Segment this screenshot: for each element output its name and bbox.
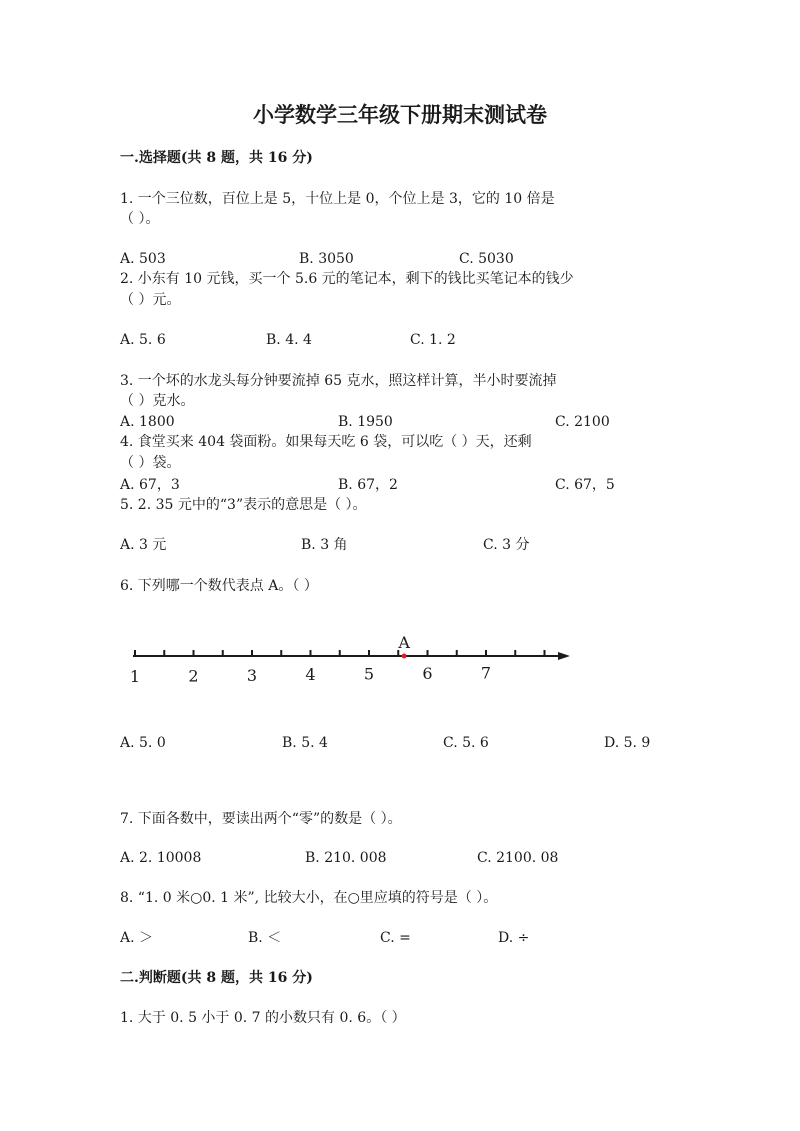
option-c: C. 5030 — [459, 251, 514, 267]
question-text: （ ）袋。 — [120, 455, 181, 471]
option-c: C. 2100 — [555, 414, 610, 430]
option-c: C. = — [380, 930, 411, 946]
question-text: 5. 2. 35 元中的“3”表示的意思是（ ）。 — [120, 497, 367, 513]
option-a: A. 2. 10008 — [120, 850, 202, 866]
option-d: D. 5. 9 — [604, 735, 651, 751]
option-b: B. 3 角 — [301, 537, 348, 553]
number-line-label: 7 — [480, 663, 492, 683]
option-c: C. 3 分 — [483, 537, 530, 553]
section-heading: 一.选择题(共 8 题，共 16 分) — [120, 150, 313, 166]
number-line — [125, 628, 585, 698]
question-text: （ ）元。 — [120, 292, 181, 308]
question-text: 4. 食堂买来 404 袋面粉。如果每天吃 6 袋，可以吃（ ）天，还剩 — [120, 434, 532, 450]
page-title: 小学数学三年级下册期末测试卷 — [253, 102, 547, 127]
option-b: B. 3050 — [299, 251, 354, 267]
option-b: B. 67，2 — [338, 477, 398, 493]
option-a: A. 1800 — [120, 414, 175, 430]
question-text: 1. 大于 0. 5 小于 0. 7 的小数只有 0. 6。（ ） — [120, 1010, 406, 1026]
question-text: 6. 下列哪一个数代表点 A。（ ） — [120, 578, 318, 594]
option-a: A. 3 元 — [120, 537, 167, 553]
question-text: 2. 小东有 10 元钱，买一个 5.6 元的笔记本，剩下的钱比买笔记本的钱少 — [120, 271, 574, 287]
option-c: C. 1. 2 — [410, 332, 456, 348]
option-b: B. ＜ — [248, 930, 282, 946]
option-b: B. 5. 4 — [282, 735, 328, 751]
option-c: C. 5. 6 — [443, 735, 489, 751]
option-a: A. 67，3 — [120, 477, 180, 493]
point-a-label: A — [398, 633, 410, 652]
option-b: B. 4. 4 — [266, 332, 312, 348]
number-line-label: 2 — [188, 666, 199, 686]
question-text: （ ）克水。 — [120, 393, 195, 409]
option-b: B. 210. 008 — [305, 850, 387, 866]
number-line-label: 4 — [305, 665, 316, 685]
number-line-label: 3 — [246, 665, 258, 685]
question-text: 7. 下面各数中，要读出两个“零”的数是（ ）。 — [120, 811, 402, 827]
number-line-label: 1 — [129, 667, 141, 686]
option-d: D. ÷ — [498, 930, 530, 946]
arrow-head-icon — [558, 652, 570, 660]
question-text: 1. 一个三位数，百位上是 5，十位上是 0，个位上是 3，它的 10 倍是 — [120, 191, 555, 207]
option-a: A. 503 — [120, 251, 166, 267]
question-text: 3. 一个坏的水龙头每分钟要流掉 65 克水，照这样计算，半小时要流掉 — [120, 373, 557, 389]
option-a: A. 5. 6 — [120, 332, 166, 348]
number-line-label: 5 — [363, 664, 375, 684]
option-a: A. 5. 0 — [120, 735, 166, 751]
option-b: B. 1950 — [338, 414, 393, 430]
number-line-label: 6 — [422, 664, 433, 683]
point-a-marker — [402, 654, 407, 659]
question-text: （ ）。 — [120, 211, 160, 227]
question-text: 8. “1. 0 米○0. 1 米”, 比较大小，在○里应填的符号是（ ）。 — [120, 890, 498, 906]
section-heading: 二.判断题(共 8 题，共 16 分) — [120, 970, 313, 986]
option-c: C. 2100. 08 — [477, 850, 559, 866]
option-a: A. ＞ — [120, 930, 154, 946]
option-c: C. 67，5 — [555, 477, 615, 493]
